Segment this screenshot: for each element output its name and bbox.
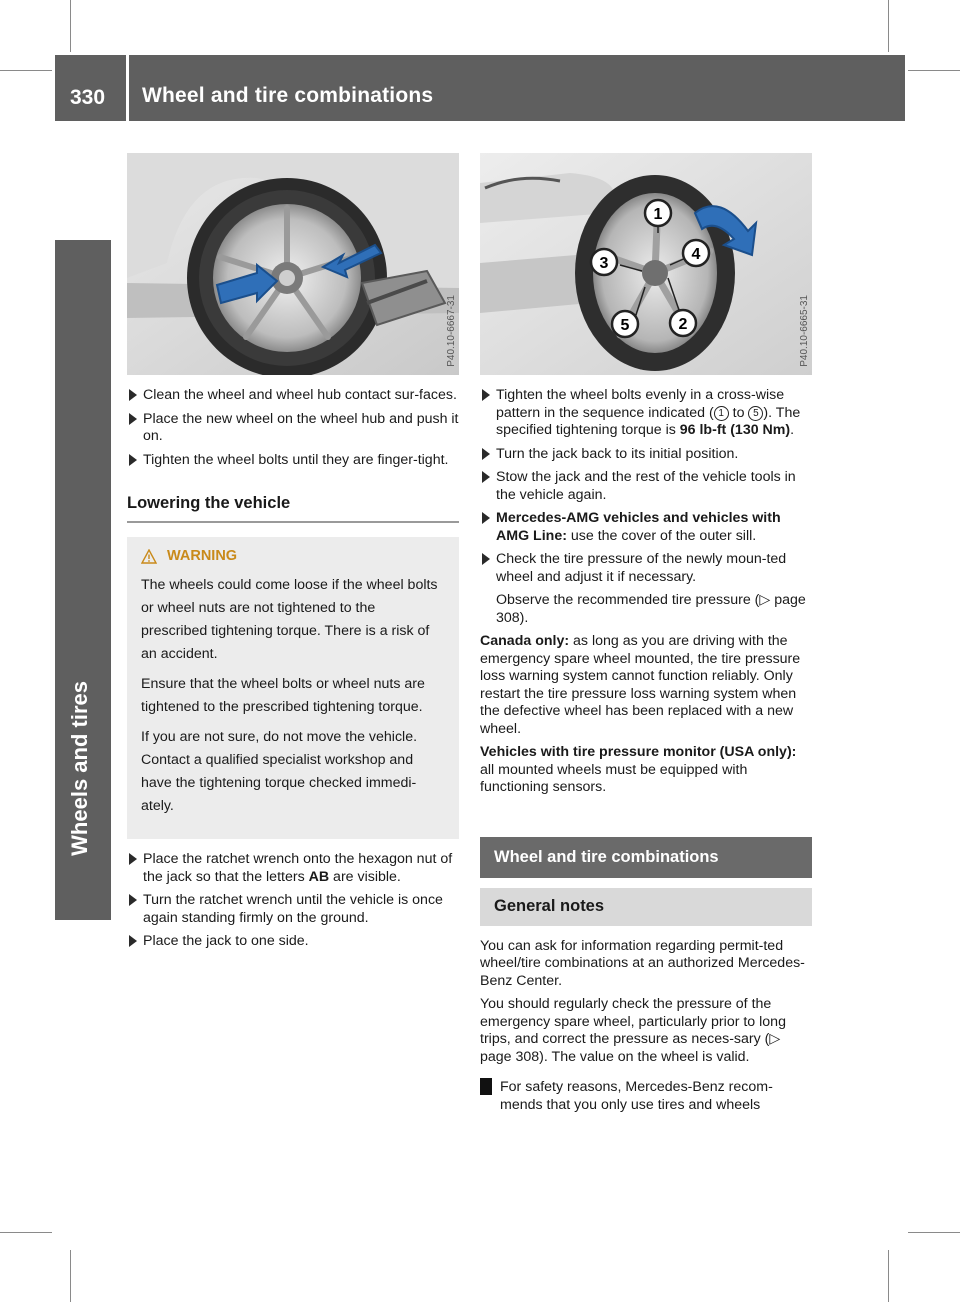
section-heading: Lowering the vehicle	[127, 495, 459, 523]
canada-note: Canada only: as long as you are driving with the emergency spare wheel mounted, the tire pressure loss warning system cannot function reliably. Only restart the tire pressure loss warning system when the defective wheel has been replaced with a new wheel.	[480, 633, 801, 737]
crop-mark	[908, 1232, 960, 1233]
instruction-step: Mercedes-AMG vehicles and vehicles with AMG Line: use the cover of the outer sill.	[480, 510, 812, 545]
warning-paragraph: The wheels could come loose if the wheel bolts or wheel nuts are not tightened to the prescribed tightening torque. There is a risk of an accident.	[141, 577, 438, 662]
page-ref-arrow-icon: ▷	[759, 592, 771, 608]
figure-code: P40.10-6667-31	[446, 295, 457, 367]
instruction-step: Clean the wheel and wheel hub contact sur-faces.	[127, 387, 459, 405]
callout-4: 4	[691, 246, 701, 263]
crop-mark	[888, 0, 889, 52]
step-arrow-icon	[129, 413, 137, 425]
sequence-end-icon: 5	[748, 406, 763, 421]
callout-5: 5	[620, 317, 630, 334]
crop-mark	[70, 1250, 71, 1302]
instruction-step: Stow the jack and the rest of the vehicle tools in the vehicle again.	[480, 469, 812, 504]
page-ref-arrow-icon: ▷	[769, 1031, 781, 1047]
left-column	[127, 387, 459, 957]
instruction-step: Tighten the wheel bolts evenly in a cross-wise pattern in the sequence indicated ( 1 to 5 ). The specified tightening torque is 96 lb-ft (130 Nm).	[480, 387, 812, 440]
callout-3: 3	[599, 255, 609, 272]
instruction-step: Turn the ratchet wrench until the vehicle is once again standing firmly on the ground.	[127, 892, 459, 927]
step-arrow-icon	[129, 389, 137, 401]
step-arrow-icon	[129, 935, 137, 947]
crop-mark	[0, 1232, 52, 1233]
instruction-step: Turn the jack back to its initial position.	[480, 446, 812, 464]
warning-paragraph: If you are not sure, do not move the vehicle. Contact a qualified specialist workshop and have the tightening torque checked immedi-ately.	[141, 729, 418, 814]
usa-note: Vehicles with tire pressure monitor (USA only): all mounted wheels must be equipped with functioning sensors.	[480, 744, 797, 795]
warning-triangle-icon	[141, 549, 157, 564]
wheel-jack-illustration	[127, 153, 459, 375]
instruction-step: Place the new wheel on the wheel hub and push it on.	[127, 411, 459, 446]
note-exclamation-icon: !	[480, 1078, 492, 1095]
instruction-step: Place the ratchet wrench onto the hexagon nut of the jack so that the letters AB are visible.	[127, 851, 459, 886]
header-separator	[126, 55, 129, 121]
page-number: 330	[70, 86, 106, 109]
general-paragraph: You can ask for information regarding permit-ted wheel/tire combinations at an authorized Mercedes-Benz Center.	[480, 937, 805, 989]
crop-mark	[0, 70, 52, 71]
right-column	[473, 387, 812, 1120]
section-band-title: Wheel and tire combinations	[480, 837, 812, 879]
crop-mark	[70, 0, 71, 52]
step-arrow-icon	[482, 389, 490, 401]
instruction-step: Check the tire pressure of the newly moun-ted wheel and adjust it if necessary.	[480, 551, 812, 586]
step-arrow-icon	[129, 454, 137, 466]
crop-mark	[908, 70, 960, 71]
instruction-step: Place the jack to one side.	[127, 933, 459, 951]
page-header	[55, 55, 905, 121]
chapter-tab-label: Wheels and tires	[67, 681, 92, 856]
step-arrow-icon	[129, 853, 137, 865]
figure-code: P40.10-6665-31	[799, 295, 810, 367]
figure-wheel-mounting	[127, 153, 459, 375]
figure-bolt-sequence	[480, 153, 812, 375]
subsection-band-title: General notes	[480, 888, 812, 926]
safety-note: ! For safety reasons, Mercedes-Benz recom-mends that you only use tires and wheels	[473, 1079, 773, 1113]
general-paragraph: You should regularly check the pressure of the emergency spare wheel, particularly prior to long trips, and correct the pressure as neces-sary (▷ page 308). The value on the wheel is valid.	[480, 996, 786, 1065]
bolt-sequence-illustration	[480, 153, 812, 375]
step-arrow-icon	[482, 512, 490, 524]
step-arrow-icon	[129, 894, 137, 906]
chapter-tab	[55, 240, 111, 920]
step-arrow-icon	[482, 448, 490, 460]
callout-2: 2	[678, 316, 688, 333]
torque-value: 96 lb-ft (130 Nm)	[679, 422, 791, 438]
page-reference[interactable]: Observe the recommended tire pressure (▷ page 308).	[496, 592, 806, 626]
sequence-start-icon: 1	[714, 406, 729, 421]
warning-paragraph: Ensure that the wheel bolts or wheel nuts are tightened to the prescribed tightening torque.	[141, 676, 425, 715]
step-arrow-icon	[482, 471, 490, 483]
callout-1: 1	[653, 206, 663, 223]
instruction-step: Tighten the wheel bolts until they are finger-tight.	[127, 452, 459, 470]
page-title: Wheel and tire combinations	[142, 84, 434, 107]
warning-title: WARNING	[141, 548, 445, 566]
warning-box	[127, 537, 459, 840]
step-arrow-icon	[482, 553, 490, 565]
crop-mark	[888, 1250, 889, 1302]
